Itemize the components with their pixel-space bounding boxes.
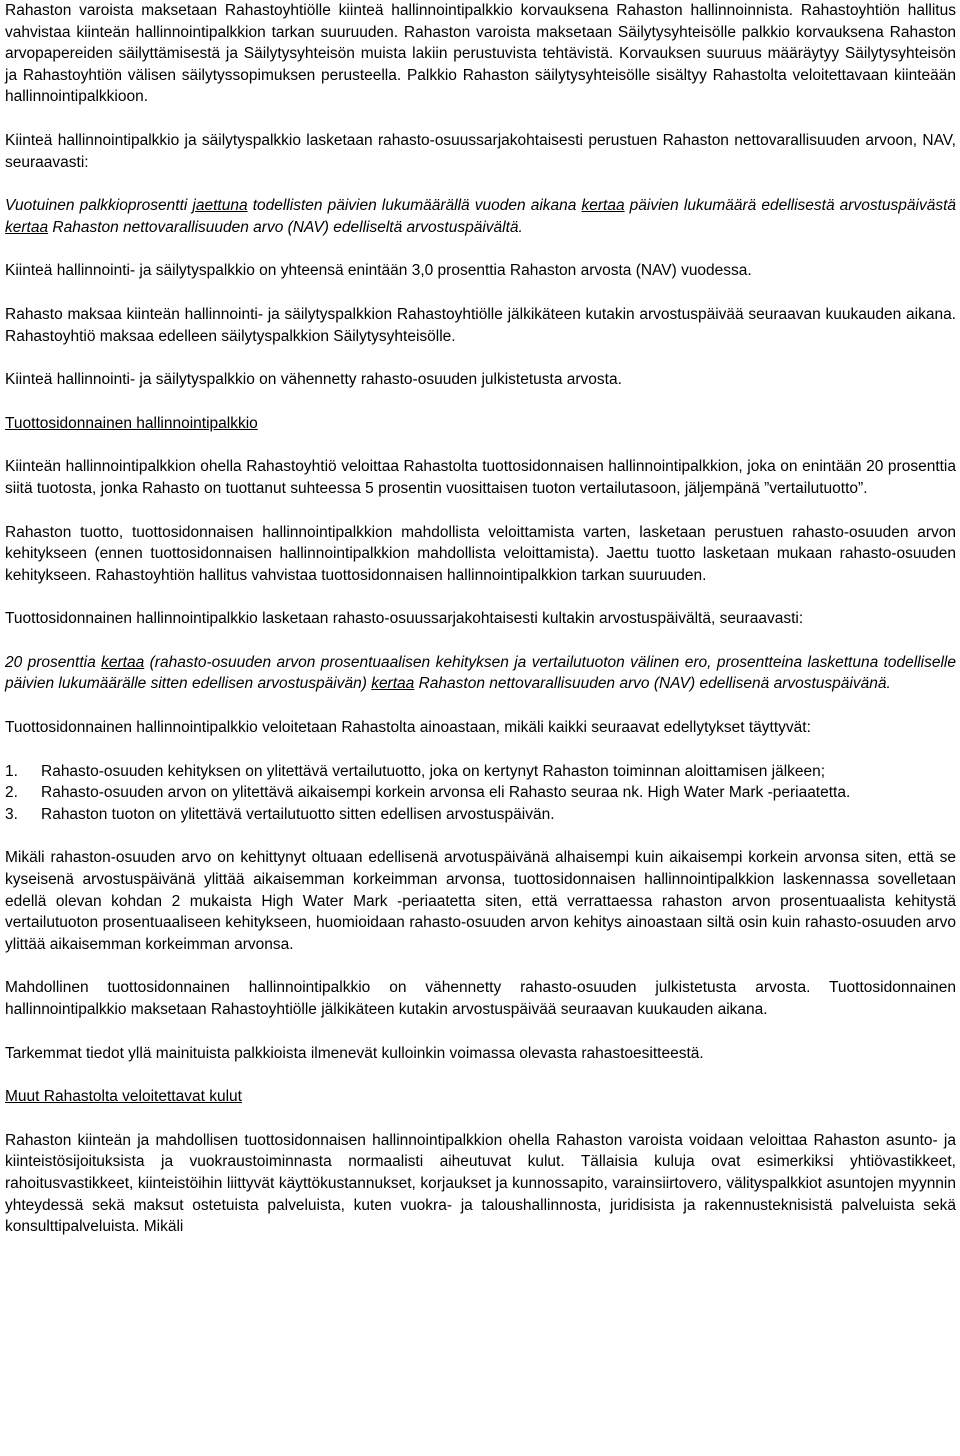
formula-operator: kertaa (371, 675, 415, 693)
paragraph-fee-payment: Rahasto maksaa kiinteän hallinnointi- ja säilytyspalkkion Rahastoyhtiölle jälkikäteen kutakin arvostuspäivää seuraavan kuukauden aikana. Rahastoyhtiö maksaa edelleen säilytyspalkkion Säilytysyhteisölle. (5, 305, 956, 345)
formula-text: Vuotuinen palkkioprosentti (5, 197, 193, 215)
paragraph-other-costs: Rahaston kiinteän ja mahdollisen tuottosidonnaisen hallinnointipalkkion ohella Rahaston varoista voidaan veloittaa Rahaston asunto- ja kiinteistösijoituksista ja vuokraustoiminnasta normaalisti aiheutuvat kulut. Tällaisia kuluja ovat esimerkiksi yhtiövastikkeet, rahoitusvastikkeet, kiinteistöihin liittyvät käyttökustannukset, korjaukset ja kunnossapito, varainsiirtovero, välityspalkkiot asuntojen myynnin yhteydessä sekä maksut ostetuista palveluista, kuten vuokra- ja taloushallinnosta, juridisista ja rakennusteknisistä palveluista sekä konsulttipalveluista. Mikäli (5, 1131, 956, 1236)
list-number: 2. (5, 784, 18, 802)
list-number: 1. (5, 762, 18, 780)
formula-operator: kertaa (581, 197, 625, 215)
formula-operator: kertaa (5, 218, 49, 236)
paragraph-performance-fee-intro: Kiinteän hallinnointipalkkion ohella Rahastoyhtiö veloittaa Rahastolta tuottosidonnaisen hallinnointipalkkion, joka on enintään 20 prosenttia siitä tuotosta, jonka Rahasto on tuottanut suhteessa 5 prosentin vuosittaisen tuoton vertailutasoon, jäljempänä ”vertailutuotto”. (5, 458, 956, 497)
document-page (5, 0, 956, 1238)
paragraph-fee-deduction: Kiinteä hallinnointi- ja säilytyspalkkio on vähennetty rahasto-osuuden julkistetusta arvosta. (5, 371, 622, 389)
paragraph-performance-conditions: Tuottosidonnainen hallinnointipalkkio veloitetaan Rahastolta ainoastaan, mikäli kaikki seuraavat edellytykset täyttyvät: (5, 719, 811, 737)
paragraph-performance-formula (5, 652, 956, 695)
conditions-list (5, 761, 956, 826)
paragraph-fee-cap: Kiinteä hallinnointi- ja säilytyspalkkio on yhteensä enintään 3,0 prosenttia Rahaston arvosta (NAV) vuodessa. (5, 262, 752, 280)
paragraph-high-water-mark: Mikäli rahaston-osuuden arvo on kehittynyt oltuaan edellisenä arvotuspäivänä alhaisempi kuin aikaisempi korkein arvonsa siten, että se kyseisenä arvostuspäivänä ylittää aikaisemman korkeimman arvonsa, tuottosidonnaisen hallinnointipalkkion laskennassa sovelletaan edellä olevan kohdan 2 mukaista High Water Mark -periaatetta siten, että verrattaessa rahaston arvon prosentuaalista kehitystä vertailutuoton prosentuaaliseen kehitykseen, huomioidaan rahasto-osuuden arvon kehitys ainoastaan siltä osin kuin rahasto-osuuden arvo ylittää aikaisemman korkeimman arvonsa. (5, 849, 956, 953)
formula-text: Rahaston nettovarallisuuden arvo (NAV) edellisenä arvostuspäivänä. (414, 675, 891, 693)
list-text: Rahasto-osuuden arvon on ylitettävä aikaisempi korkein arvonsa eli Rahasto seuraa nk. High Water Mark -periaatetta. (41, 784, 851, 802)
list-text: Rahaston tuoton on ylitettävä vertailutuotto sitten edellisen arvostuspäivän. (41, 805, 555, 823)
list-item (5, 782, 956, 804)
heading-performance-fee: Tuottosidonnainen hallinnointipalkkio (5, 414, 258, 432)
list-number: 3. (5, 805, 18, 823)
paragraph-performance-return: Rahaston tuotto, tuottosidonnaisen hallinnointipalkkion mahdollista veloittamista varten, lasketaan perustuen rahasto-osuuden arvon kehitykseen (ennen tuottosidonnaisen hallinnointipalkkion mahdollista veloittamista). Jaettu tuotto lasketaan mukaan rahasto-osuuden kehitykseen. Rahastoyhtiön hallitus vahvistaa tuottosidonnaisen hallinnointipalkkion tarkan suuruuden. (5, 523, 956, 584)
list-text: Rahasto-osuuden kehityksen on ylitettävä vertailutuotto, joka on kertynyt Rahaston toiminnan aloittamisen jälkeen; (41, 762, 826, 780)
paragraph-performance-deduction: Mahdollinen tuottosidonnainen hallinnointipalkkio on vähennetty rahasto-osuuden julkistetusta arvosta. Tuottosidonnainen hallinnointipalkkio maksetaan Rahastoyhtiölle jälkikäteen kutakin arvostuspäivää seuraavan kuukauden aikana. (5, 979, 956, 1018)
list-item (5, 761, 956, 783)
formula-text: 20 prosenttia (5, 653, 102, 671)
paragraph-fee-intro: Rahaston varoista maksetaan Rahastoyhtiölle kiinteä hallinnointipalkkio korvauksena Rahaston hallinnoinnista. Rahastoyhtiön hallitus vahvistaa kiinteän hallinnointipalkkion tarkan suuruuden. Rahaston varoista maksetaan Säilytysyhteisölle palkkio korvauksena Rahaston arvopapereiden säilyttämisestä ja Säilytysyhteisön muista lakiin perustuvista tehtävistä. Korvauksen suuruus määräytyy Säilytysyhteisön ja Rahastoyhtiön välisen säilytyssopimuksen perusteella. Palkkio Rahaston säilytysyhteisölle sisältyy Rahastolta veloitettavaan kiinteään hallinnointipalkkioon. (5, 2, 956, 106)
formula-operator: kertaa (101, 653, 145, 671)
paragraph-performance-calc: Tuottosidonnainen hallinnointipalkkio lasketaan rahasto-osuussarjakohtaisesti kultakin arvostuspäivältä, seuraavasti: (5, 610, 804, 628)
paragraph-fee-formula (5, 195, 956, 238)
formula-text: todellisten päivien lukumäärällä vuoden aikana (247, 197, 582, 215)
formula-operator: jaettuna (192, 197, 248, 215)
paragraph-fee-calculation: Kiinteä hallinnointipalkkio ja säilytyspalkkio lasketaan rahasto-osuussarjakohtaisesti perustuen Rahaston nettovarallisuuden arvoon, NAV, seuraavasti: (5, 131, 956, 171)
formula-text: Rahaston nettovarallisuuden arvo (NAV) edelliseltä arvostuspäivältä. (48, 218, 523, 236)
paragraph-prospectus-note: Tarkemmat tiedot yllä mainituista palkkioista ilmenevät kulloinkin voimassa olevasta rahastoesitteestä. (5, 1044, 704, 1062)
list-item (5, 804, 956, 826)
formula-text: (rahasto-osuuden arvon prosentuaalisen kehityksen ja vertailutuoton välinen ero, prosentteina laskettuna todelliselle päivien lukumäärälle sitten edellisen arvostuspäivän) (5, 653, 956, 693)
heading-other-costs: Muut Rahastolta veloitettavat kulut (5, 1088, 242, 1106)
formula-text: päivien lukumäärä edellisestä arvostuspäivästä (624, 197, 956, 215)
